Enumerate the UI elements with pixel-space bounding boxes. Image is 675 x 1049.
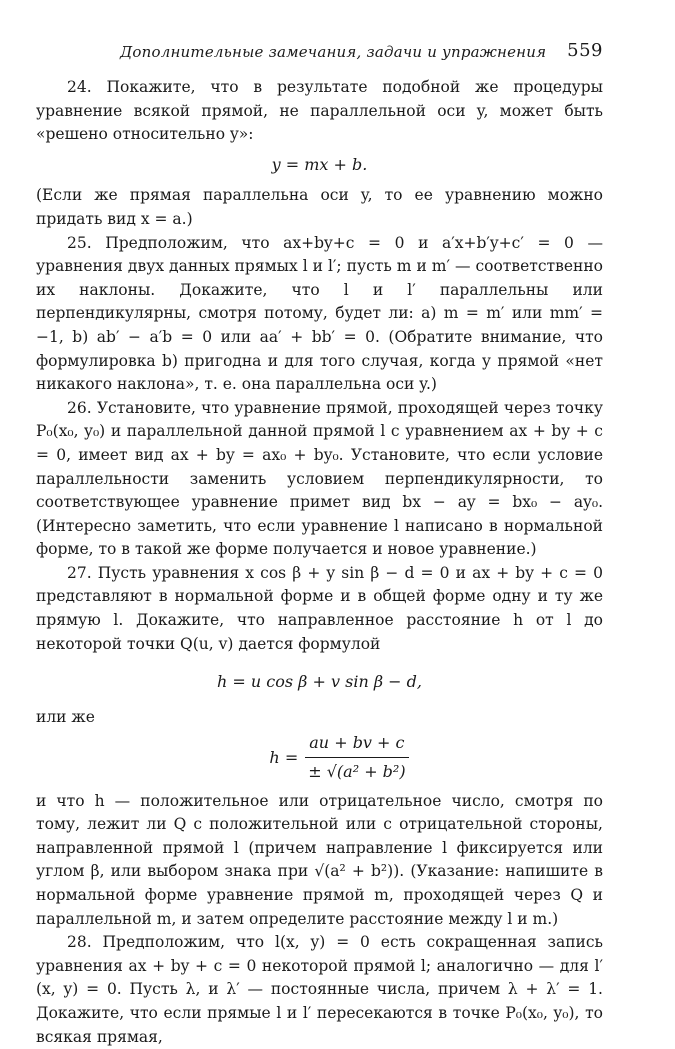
page-number: 559 [567,40,603,61]
problem-27-continuation: и что h — положительное или отрицательное число, смотря по тому, лежит ли Q с положительной или с отрицательной стороны, направленной прямой l (причем направление l фиксируется или углом β, или выбором знака при √(a² + b²)). (Указание: напишите в нормальной форме уравнение прямой m, проходящей через Q и параллельной m, и затем определите расстояние между l и m.) [36,791,603,928]
problem-24-formula: y = mx + b. [271,154,368,174]
formula-2-denominator: ± √(a² + b²) [308,762,406,782]
running-title: Дополнительные замечания, задачи и упражнения [120,43,547,61]
formula-2-numerator: au + bv + c [305,731,408,758]
problem-27-or-text: или же [36,707,95,726]
formula-2-fraction [304,731,409,783]
problem-28-text: 28. Предположим, что l(x, y) = 0 есть сокращенная запись уравнения ax + by + c = 0 некоторой прямой l; аналогично — для l′(x, y) = 0. Пусть λ, и λ′ — постоянные числа, причем λ + λ′ = 1. Докажите, что если прямые l и l′ пересекаются в точке P₀(x₀, y₀), то всякая прямая, [36,933,603,1046]
page-header [36,40,603,64]
problem-27-formula-2 [36,731,603,783]
problem-27-formula-1: h = u cos β + v sin β − d, [217,672,422,692]
problem-24-text: 24. Покажите, что в результате подобной же процедуры уравнение всякой прямой, не параллельной оси y, может быть «решено относительно y»: [36,78,603,144]
problem-24-note: (Если же прямая параллельна оси y, то ее уравнению можно придать вид x = a.) [36,186,603,228]
problem-26-text: 26. Установите, что уравнение прямой, проходящей через точку P₀(x₀, y₀) и параллельной данной прямой l с уравнением ax + by + c = 0, имеет вид ax + by = ax₀ + by₀. Установите, что если условие параллельности заменить условием перпендикулярности, то соответствующее уравнение примет вид bx − ay = bx₀ − ay₀. (Интересно заметить, что если уравнение l написано в нормальной форме, то в такой же форме получается и новое уравнение.) [36,398,603,559]
problem-25-text: 25. Предположим, что ax+by+c = 0 и a′x+b′y+c′ = 0 — уравнения двух данных прямых l и l′; пусть m и m′ — соответственно их наклоны. Докажите, что l и l′ параллельны или перпендикулярны, смотря потому, будет ли: a) m = m′ или mm′ = −1, b) ab′ − a′b = 0 или aa′ + bb′ = 0. (Обратите внимание, что формулировка b) пригодна и для того случая, когда у прямой «нет никакого наклона», т. е. она параллельна оси y.) [36,233,603,394]
page-body [36,76,603,1049]
formula-2-lhs: h = [269,747,299,767]
problem-27-text: 27. Пусть уравнения x cos β + y sin β − d = 0 и ax + by + c = 0 представляют в нормальной форме и в общей форме одну и ту же прямую l. Докажите, что направленное расстояние h от l до некоторой точки Q(u, v) дается формулой [36,563,603,653]
